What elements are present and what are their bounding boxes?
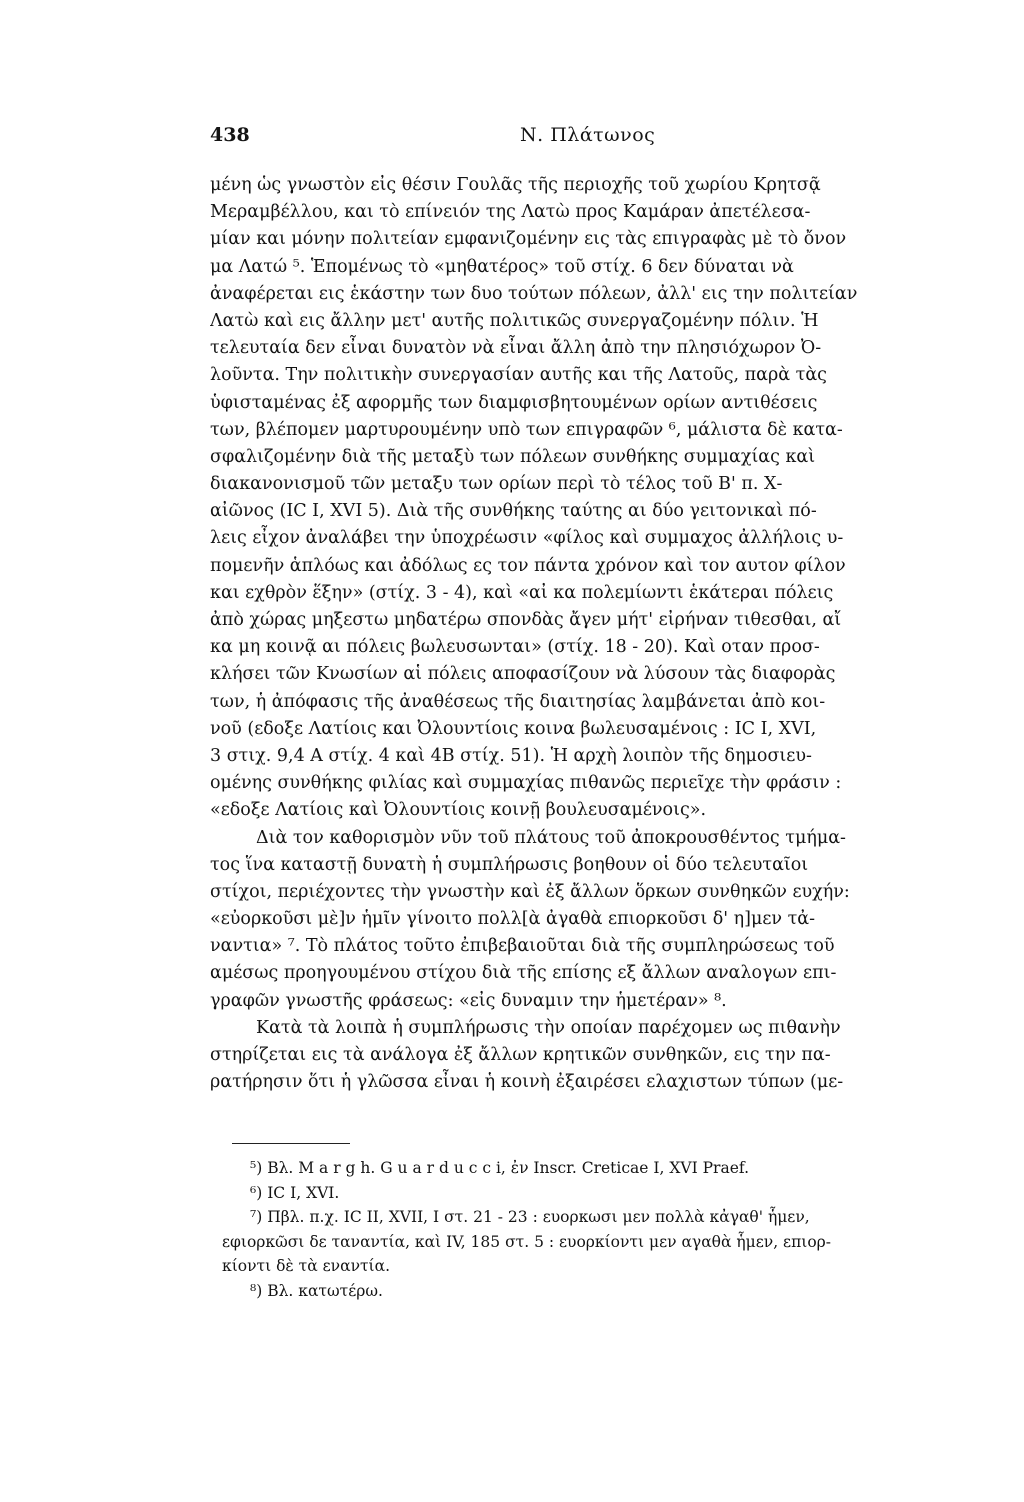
page-header: [210, 124, 770, 154]
text-line: ἀπὸ χώρας μηξεστω μηδατέρω σπονδὰς ἄγεν μήτ' εἰρήναν τιθεσθαι, αἴ: [210, 610, 842, 630]
text-line: Διὰ τον καθορισμὸν νῦν τοῦ πλάτους τοῦ ἀποκρουσθέντος τμήμα-: [256, 827, 846, 848]
text-line: αμέσως προηγουμένου στίχου διὰ τῆς επίσης εξ ἄλλων αναλογων επι-: [210, 963, 837, 984]
text-line: μίαν και μόνην πολιτείαν εμφανιζομένην εις τὰς επιγραφὰς μὲ τὸ ὄνον: [210, 229, 847, 250]
text-line: «εὐορκοῦσι μὲ]ν ἡμῖν γίνοιτο πολλ[ὰ ἀγαθὰ επιορκοῦσι δ' η]μεν τἀ-: [210, 909, 816, 930]
text-line: στηρίζεται εις τὰ ανάλογα ἐξ ἄλλων κρητικῶν συνθηκῶν, εις την πα-: [210, 1045, 831, 1065]
text-line: νοῦ (εδοξε Λατίοις και Ὀλουντίοις κοινα βωλευσαμένοις : IC I, XVI,: [210, 718, 817, 739]
footnote-line: ⁵) Βλ. M a r g h. G u a r d u c c i, ἐν Inscr. Creticae I, XVI Praef.: [250, 1159, 749, 1177]
text-line: των, ἡ ἀπόφασις τῆς ἀναθέσεως τῆς διαιτησίας λαμβάνεται ἀπὸ κοι-: [210, 691, 826, 712]
text-line: «εδοξε Λατίοις καὶ Ὀλουντίοις κοινῇ βουλευσαμένοις».: [210, 800, 707, 821]
footnote-line: ⁸) Βλ. κατωτέρω.: [250, 1281, 383, 1300]
text-line: μένη ὡς γνωστὸν εἰς θέσιν Γουλᾶς τῆς περιοχῆς τοῦ χωρίου Κρητσᾷ: [210, 175, 821, 195]
text-line: Μεραμβέλλου, και τὸ επίνειόν της Λατὼ προς Καμάραν ἀπετέλεσα-: [210, 202, 811, 223]
text-line: αἰῶνος (IC I, XVI 5). Διὰ τῆς συνθήκης ταύτης αι δύο γειτονικαὶ πό-: [210, 501, 817, 522]
text-line: ναντια» ⁷. Τὸ πλάτος τοῦτο ἐπιβεβαιοῦται διὰ τῆς συμπληρώσεως τοῦ: [210, 936, 835, 957]
text-line: σφαλιζομένην διὰ τῆς μεταξὺ των πόλεων συνθήκης συμμαχίας καὶ: [210, 446, 816, 467]
footnote-line: εφιορκῶσι δε ταναντία, καὶ IV, 185 στ. 5 : ευορκίοντι μεν αγαθὰ ἧμεν, επιορ-: [222, 1232, 832, 1251]
text-line: τελευταία δεν εἶναι δυνατὸν νὰ εἶναι ἄλλη ἀπὸ την πλησιόχωρον Ὀ-: [210, 338, 822, 359]
footnote-divider: [232, 1143, 350, 1144]
text-line: διακανονισμοῦ τῶν μεταξυ των ορίων περὶ τὸ τέλος τοῦ Β' π. Χ-: [210, 474, 783, 495]
text-line: πομενῆν ἁπλόως και ἀδόλως ες τον πάντα χρόνον καὶ τον αυτον φίλον: [210, 555, 846, 576]
footnote-line: κίοντι δὲ τὰ εναντία.: [222, 1257, 391, 1275]
text-line: ρατήρησιν ὅτι ἡ γλῶσσα εἶναι ἡ κοινὴ ἐξαιρέσει ελαχιστων τύπων (με-: [210, 1072, 844, 1093]
text-line: των, βλέπομεν μαρτυρουμένην υπὸ των επιγραφῶν ⁶, μάλιστα δὲ κατα-: [210, 419, 843, 440]
text-line: ἀναφέρεται εις ἑκάστην των δυο τούτων πόλεων, ἀλλ' εις την πολιτείαν: [210, 283, 858, 304]
text-line: κλήσει τῶν Κνωσίων αἱ πόλεις αποφασίζουν νὰ λύσουν τὰς διαφορὰς: [210, 664, 836, 685]
footnote-line: ⁷) Πβλ. π.χ. IC II, XVII, I στ. 21 - 23 : ευορκωσι μεν πολλὰ κἀγαθ' ἧμεν,: [250, 1208, 810, 1226]
text-line: γραφῶν γνωστῆς φράσεως: «εἰς δυναμιν την ἡμετέραν» ⁸.: [210, 990, 727, 1011]
footnotes: [222, 1156, 900, 1303]
text-line: Λατὼ καὶ εις ἄλλην μετ' αυτῆς πολιτικῶς συνεργαζομένην πόλιν. Ἡ: [210, 310, 819, 331]
running-head: Ν. Πλάτωνος: [520, 124, 656, 146]
text-line: τος ἵνα καταστῇ δυνατὴ ἡ συμπλήρωσις βοηθουν οἱ δύο τελευταῖοι: [210, 854, 809, 875]
text-line: λοῦντα. Την πολιτικὴν συνεργασίαν αυτῆς και τῆς Λατοῦς, παρὰ τὰς: [210, 365, 827, 386]
footnote-line: ⁶) IC I, XVI.: [250, 1183, 340, 1202]
text-line: και εχθρὸν ἕξην» (στίχ. 3 - 4), καὶ «αἰ κα πολεμίωντι ἑκάτεραι πόλεις: [210, 582, 834, 603]
text-line: ὑφισταμένας ἐξ αφορμῆς των διαμφισβητουμένων ορίων αντιθέσεις: [210, 392, 818, 413]
text-line: 3 στιχ. 9,4 Α στίχ. 4 καὶ 4Β στίχ. 51). Ἡ αρχὴ λοιπὸν τῆς δημοσιευ-: [210, 745, 812, 766]
text-line: κα μη κοινᾷ αι πόλεις βωλευσωνται» (στίχ. 18 - 20). Καὶ οταν προσ-: [210, 637, 820, 658]
text-line: ομένης συνθήκης φιλίας καὶ συμμαχίας πιθανῶς περιεῖχε τὴν φράσιν :: [210, 773, 842, 794]
text-line: στίχοι, περιέχοντες τὴν γνωστὴν καὶ ἐξ ἄλλων ὅρκων συνθηκῶν ευχήν:: [210, 881, 850, 902]
page-number: 438: [210, 124, 250, 146]
text-line: μα Λατώ ⁵. Ἑπομένως τὸ «μηθατέρος» τοῦ στίχ. 6 δεν δύναται νὰ: [210, 256, 794, 277]
text-line: Κατὰ τὰ λοιπὰ ἡ συμπλήρωσις τὴν οποίαν παρέχομεν ως πιθανὴν: [256, 1017, 841, 1038]
text-line: λεις εἶχον ἀναλάβει την ὑποχρέωσιν «φίλος καὶ συμμαχος ἀλλήλοις υ-: [210, 528, 844, 549]
body-text: [210, 172, 890, 1096]
